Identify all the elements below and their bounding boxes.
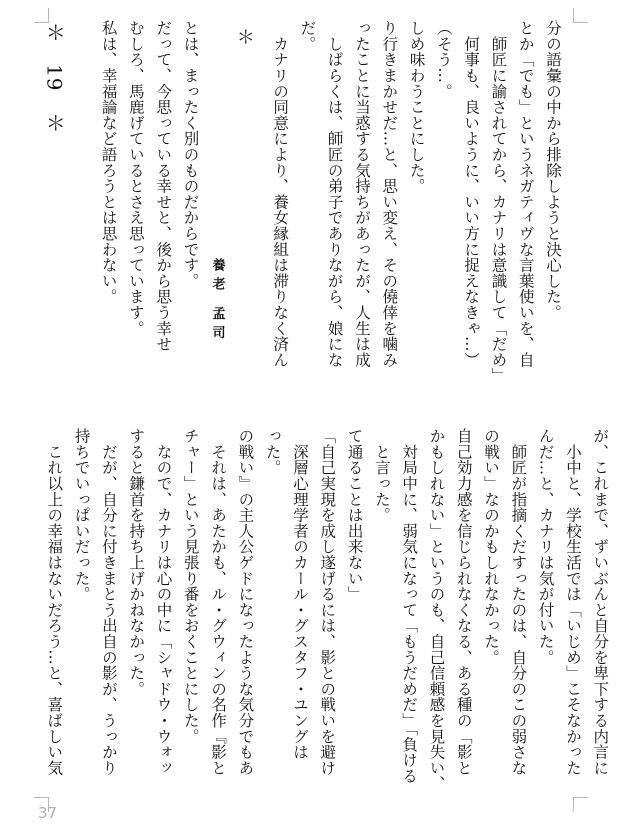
lower-text-block bbox=[40, 428, 610, 792]
essay-line: 私は、幸福論など語ろうとは思わない。 bbox=[99, 20, 118, 305]
essay-line: とは、まったく別のものだからです。 bbox=[181, 20, 200, 289]
story-line: それは、あたかも、ル・グウィンの名作『影と bbox=[209, 428, 228, 776]
story-line: しめ味わうことにした。 bbox=[407, 20, 426, 194]
story-line: 分の語彙の中から排除しようと決心した。 bbox=[544, 20, 563, 321]
story-line: すると鎌首を持ち上げかねなかった。 bbox=[127, 428, 146, 697]
essay-line: だって、今思っている幸せと、後から思う幸せ bbox=[154, 20, 173, 352]
story-line: 深層心理学者のカール・グスタフ・ユングは bbox=[290, 428, 309, 760]
story-line: チャー」という見張り番をおくことにした。 bbox=[181, 428, 200, 744]
story-line: った。 bbox=[263, 428, 282, 476]
story-line: しばらくは、師匠の弟子でありながら、娘にな bbox=[325, 20, 344, 368]
story-line: これ以上の幸福はないだろう…と、喜ばしい気 bbox=[45, 428, 64, 776]
page-number: 37 bbox=[38, 804, 58, 822]
story-line: の戦い」なのかもしれなかった。 bbox=[482, 428, 501, 665]
crop-mark-bottom-right bbox=[573, 797, 588, 812]
story-line: が、これまで、ずいぶんと自分を卑下する内言に bbox=[591, 428, 610, 776]
upper-text-block bbox=[40, 20, 582, 384]
story-line: 自己効力感を信じられなくなる、ある種の「影と bbox=[454, 428, 473, 776]
story-line: だが、自分に付きまとう出自の影が、うっかり bbox=[99, 428, 118, 776]
story-line: カナリの同意により、養女縁組は滞りなく済ん bbox=[271, 20, 290, 368]
section-divider-mark: ＊ bbox=[233, 28, 255, 47]
story-line: と言った。 bbox=[372, 428, 391, 523]
story-line: 持ちでいっぱいだった。 bbox=[72, 428, 91, 602]
story-line: かもしれない」というのも、自己信頼感を見失い、 bbox=[427, 428, 446, 792]
story-line: 「自己実現を成し遂げるには、影との戦いを避け bbox=[318, 428, 337, 776]
story-line: とか「でも」というネガティヴな言葉使いを、自 bbox=[516, 20, 535, 368]
essay-line: むしろ、馬鹿げているとさえ思っています。 bbox=[126, 20, 145, 336]
story-line: んだ…と、カナリは気が付いた。 bbox=[536, 428, 555, 665]
story-line: （そう…。 bbox=[434, 20, 453, 99]
story-line: 何事も、良いように、いい方に捉えなきゃ…） bbox=[462, 20, 481, 368]
story-line: の戦い』の主人公ゲドになったような気分でもあ bbox=[236, 428, 255, 776]
story-line: 小中と、学校生活では「いじめ」こそなかった bbox=[563, 428, 582, 776]
story-line: り行きまかせだ…と、思い変え、その僥倖を噛み bbox=[380, 20, 399, 368]
story-line: 師匠に諭されてから、カナリは意識して「だめ」 bbox=[489, 20, 508, 384]
story-line: 師匠が指摘くだすったのは、自分のこの弱さな bbox=[509, 428, 528, 776]
story-line: 対局中に、弱気になって「もうだめだ」「負ける bbox=[400, 428, 419, 784]
story-line: なので、カナリは心の中に「シャドウ・ウォッ bbox=[154, 428, 173, 776]
story-line: ったことに当惑する気持ちがあったが、人生は成 bbox=[352, 20, 371, 368]
story-line: て通ることは出来ない」 bbox=[345, 428, 364, 602]
story-line: だ。 bbox=[298, 20, 317, 52]
chapter-mark: ＊ 19 ＊ bbox=[42, 22, 67, 134]
essay-signature: 養老 孟司 bbox=[209, 258, 225, 345]
